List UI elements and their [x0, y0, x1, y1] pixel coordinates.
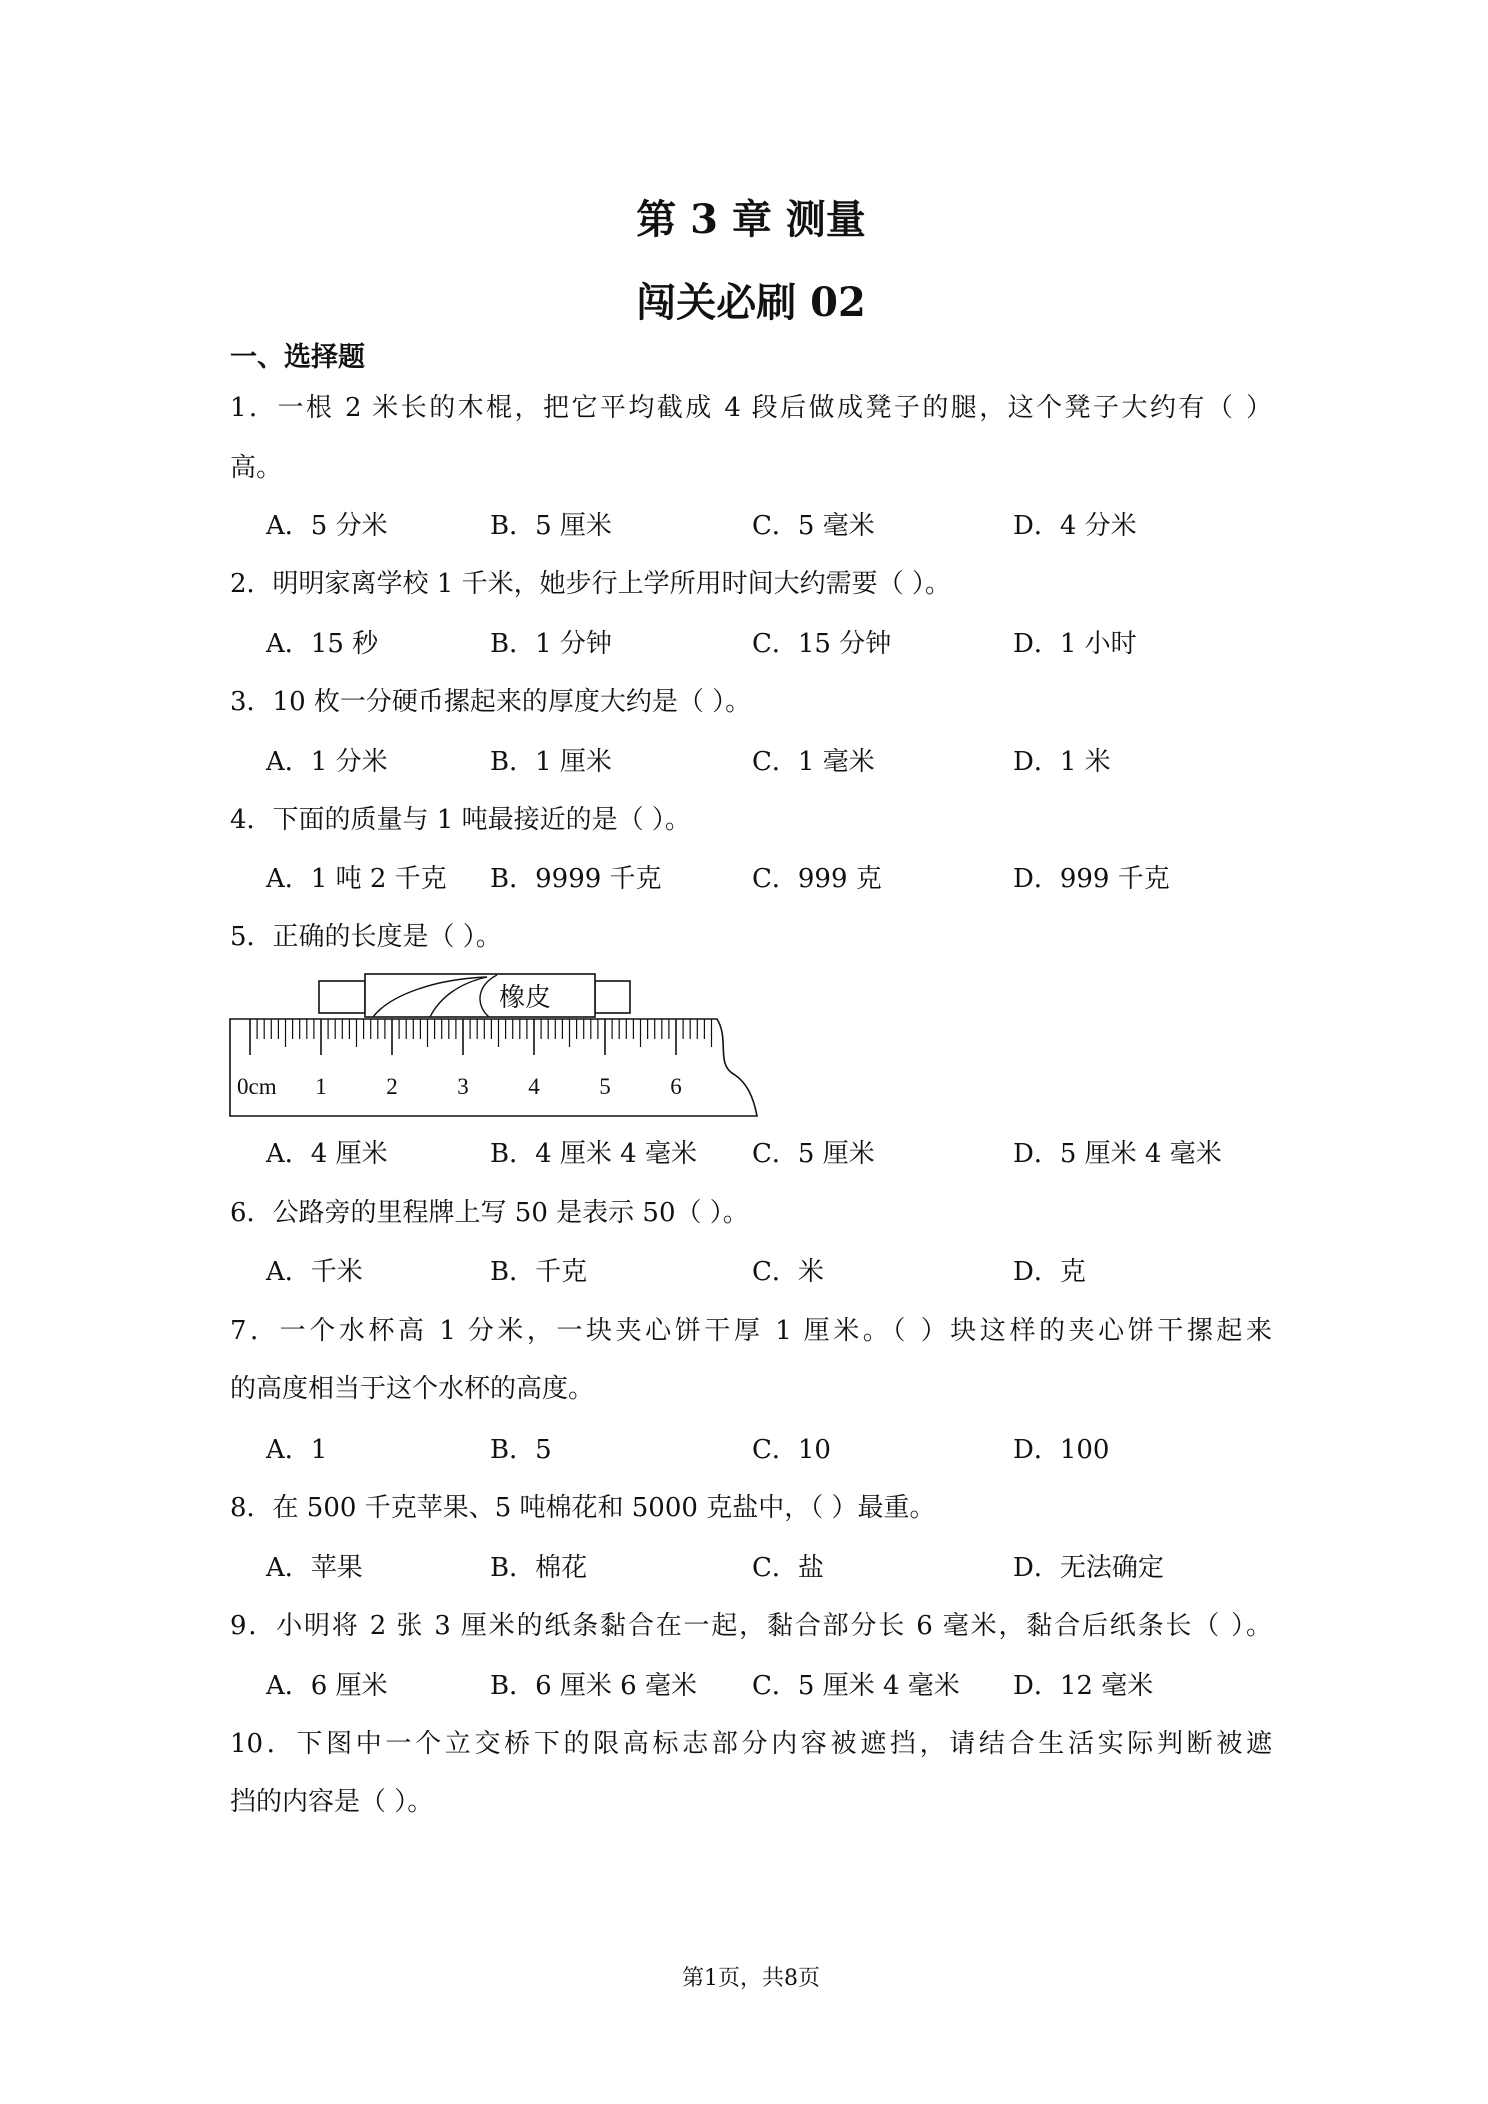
ruler-body — [230, 1019, 757, 1116]
option-b: B．千克 — [490, 1257, 588, 1287]
option-c: C．10 — [752, 1435, 831, 1465]
eraser-left-cap — [319, 981, 365, 1013]
option-b: B．5 厘米 — [490, 511, 612, 541]
option-d: D．5 厘米 4 毫米 — [1013, 1139, 1222, 1169]
ruler-label: 5 — [599, 1074, 611, 1099]
option-a: A．15 秒 — [266, 629, 379, 659]
ruler-label: 0cm — [237, 1074, 277, 1099]
option-a: A．1 — [266, 1435, 328, 1465]
option-d: D．克 — [1013, 1257, 1086, 1287]
option-a: A．1 分米 — [266, 747, 388, 777]
question-stem: 5．正确的长度是（ ）。 — [230, 922, 502, 952]
option-c: C．15 分钟 — [752, 629, 892, 659]
option-c: C．5 厘米 — [752, 1139, 875, 1169]
ruler-label: 4 — [528, 1074, 540, 1099]
question-stem: 8．在 500 千克苹果、5 吨棉花和 5000 克盐中，（ ）最重。 — [230, 1493, 936, 1523]
option-d: D．4 分米 — [1013, 511, 1137, 541]
section-heading: 一、选择题 — [230, 342, 365, 373]
option-a: A．6 厘米 — [266, 1671, 388, 1701]
option-a: A．5 分米 — [266, 511, 388, 541]
option-d: D．无法确定 — [1013, 1553, 1164, 1583]
option-a: A．4 厘米 — [266, 1139, 388, 1169]
option-a: A．1 吨 2 千克 — [266, 864, 447, 894]
eraser-right-cap — [595, 981, 630, 1013]
option-b: B．5 — [490, 1435, 552, 1465]
eraser-label: 橡皮 — [498, 983, 552, 1012]
option-c: C．999 克 — [752, 864, 882, 894]
question-stem: 10．下图中一个立交桥下的限高标志部分内容被遮挡，请结合生活实际判断被遮 — [230, 1729, 1272, 1759]
option-d: D．999 千克 — [1013, 864, 1170, 894]
ruler-label: 3 — [457, 1074, 469, 1099]
option-b: B．4 厘米 4 毫米 — [490, 1139, 697, 1169]
option-d: D．1 小时 — [1013, 629, 1137, 659]
question-stem: 7．一个水杯高 1 分米，一块夹心饼干厚 1 厘米。（ ）块这样的夹心饼干摞起来 — [230, 1316, 1272, 1346]
question-stem: 3．10 枚一分硬币摞起来的厚度大约是（ ）。 — [230, 687, 752, 717]
question-stem: 6．公路旁的里程牌上写 50 是表示 50（ ）。 — [230, 1198, 749, 1228]
option-b: B．1 厘米 — [490, 747, 612, 777]
option-b: B．9999 千克 — [490, 864, 662, 894]
ruler-eraser-figure — [225, 965, 765, 1125]
question-stem: 9．小明将 2 张 3 厘米的纸条黏合在一起，黏合部分长 6 毫米，黏合后纸条长（ ）。 — [230, 1611, 1272, 1641]
option-d: D．1 米 — [1013, 747, 1111, 777]
option-d: D．12 毫米 — [1013, 1671, 1154, 1701]
option-b: B．6 厘米 6 毫米 — [490, 1671, 697, 1701]
ruler-label: 1 — [315, 1074, 327, 1099]
option-a: A．千米 — [266, 1257, 363, 1287]
question-stem: 2．明明家离学校 1 千米，她步行上学所用时间大约需要（ ）。 — [230, 569, 951, 599]
ruler-label: 2 — [386, 1074, 398, 1099]
option-d: D．100 — [1013, 1435, 1110, 1465]
ruler-label: 6 — [670, 1074, 682, 1099]
page-footer: 第1页，共8页 — [682, 1966, 820, 1991]
option-c: C．米 — [752, 1257, 824, 1287]
option-c: C．盐 — [752, 1553, 824, 1583]
option-b: B．1 分钟 — [490, 629, 612, 659]
question-stem: 1．一根 2 米长的木棍，把它平均截成 4 段后做成凳子的腿，这个凳子大约有（ ） — [230, 393, 1272, 423]
chapter-title: 第 3 章 测量 — [636, 196, 866, 243]
worksheet-subtitle: 闯关必刷 02 — [636, 279, 866, 326]
question-stem-continued: 的高度相当于这个水杯的高度。 — [230, 1374, 595, 1404]
question-stem-continued: 挡的内容是（ ）。 — [230, 1787, 434, 1817]
option-c: C．5 毫米 — [752, 511, 875, 541]
option-c: C．1 毫米 — [752, 747, 875, 777]
option-c: C．5 厘米 4 毫米 — [752, 1671, 960, 1701]
option-a: A．苹果 — [266, 1553, 363, 1583]
question-stem-continued: 高。 — [230, 453, 283, 483]
option-b: B．棉花 — [490, 1553, 588, 1583]
question-stem: 4．下面的质量与 1 吨最接近的是（ ）。 — [230, 805, 691, 835]
